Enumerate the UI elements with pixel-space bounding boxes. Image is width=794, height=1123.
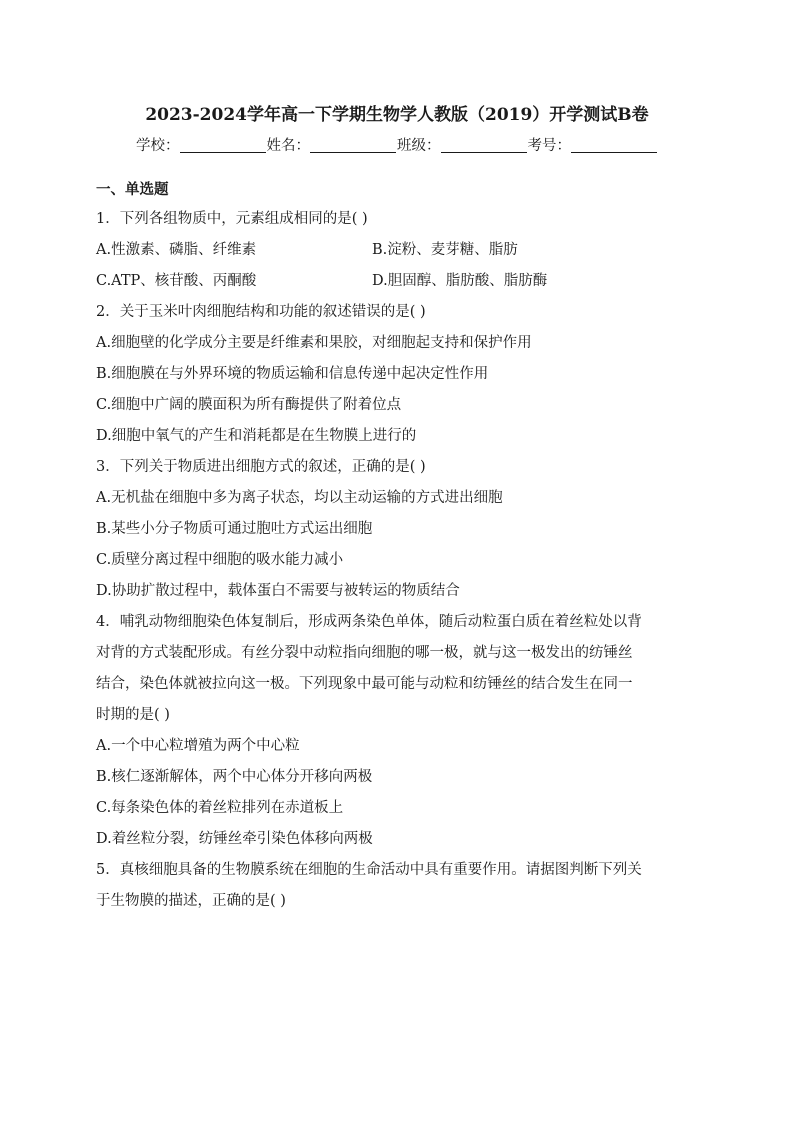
class-blank[interactable] <box>441 138 527 153</box>
question-stem-line: 结合，染色体就被拉向这一极。下列现象中最可能与动粒和纺锤丝的结合发生在同一 <box>96 676 633 692</box>
option-c: C.细胞中广阔的膜面积为所有酶提供了附着位点 <box>96 397 402 413</box>
option-c: C.ATP、核苷酸、丙酮酸 <box>96 273 257 289</box>
option-b: B.核仁逐渐解体，两个中心体分开移向两极 <box>96 769 373 785</box>
section-heading: 一、单选题 <box>96 182 169 198</box>
question-3 <box>96 452 706 607</box>
student-info-line <box>0 135 794 157</box>
question-stem-line: 4．哺乳动物细胞染色体复制后，形成两条染色单体，随后动粒蛋白质在着丝粒处以背 <box>96 614 642 630</box>
option-b: B.某些小分子物质可通过胞吐方式运出细胞 <box>96 521 373 537</box>
option-c: C.质壁分离过程中细胞的吸水能力减小 <box>96 552 344 568</box>
question-5 <box>96 855 706 917</box>
option-a: A.一个中心粒增殖为两个中心粒 <box>96 738 300 754</box>
option-a: A.无机盐在细胞中多为离子状态，均以主动运输的方式进出细胞 <box>96 490 503 506</box>
question-stem: 3．下列关于物质进出细胞方式的叙述，正确的是( ) <box>96 459 426 475</box>
school-label: 学校： <box>136 138 180 154</box>
option-c: C.每条染色体的着丝粒排列在赤道板上 <box>96 800 344 816</box>
question-stem: 2．关于玉米叶肉细胞结构和功能的叙述错误的是( ) <box>96 304 426 320</box>
option-b: B.淀粉、麦芽糖、脂肪 <box>372 242 518 258</box>
options-row <box>96 266 706 297</box>
class-label: 班级： <box>397 138 441 154</box>
exam-number-label: 考号： <box>527 138 571 154</box>
question-stem-line: 5．真核细胞具备的生物膜系统在细胞的生命活动中具有重要作用。请据图判断下列关 <box>96 862 642 878</box>
question-1 <box>96 204 706 297</box>
exam-number-blank[interactable] <box>571 138 657 153</box>
question-stem: 1．下列各组物质中，元素组成相同的是( ) <box>96 211 368 227</box>
question-2 <box>96 297 706 452</box>
option-b: B.细胞膜在与外界环境的物质运输和信息传递中起决定性作用 <box>96 366 489 382</box>
question-stem-line: 对背的方式装配形成。有丝分裂中动粒指向细胞的哪一极，就与这一极发出的纺锤丝 <box>96 645 633 661</box>
option-d: D.细胞中氧气的产生和消耗都是在生物膜上进行的 <box>96 428 417 444</box>
option-d: D.胆固醇、脂肪酸、脂肪酶 <box>372 273 548 289</box>
option-d: D.着丝粒分裂，纺锤丝牵引染色体移向两极 <box>96 831 373 847</box>
options-row <box>96 235 706 266</box>
question-stem-line: 于生物膜的描述，正确的是( ) <box>96 893 286 909</box>
question-stem-line: 时期的是( ) <box>96 707 170 723</box>
question-4 <box>96 607 706 855</box>
exam-title: 2023-2024学年高一下学期生物学人教版（2019）开学测试B卷 <box>145 105 649 125</box>
exam-content <box>96 178 706 917</box>
name-label: 姓名： <box>266 138 310 154</box>
name-blank[interactable] <box>310 138 396 153</box>
option-d: D.协助扩散过程中，载体蛋白不需要与被转运的物质结合 <box>96 583 460 599</box>
option-a: A.细胞壁的化学成分主要是纤维素和果胶，对细胞起支持和保护作用 <box>96 335 532 351</box>
option-a: A.性激素、磷脂、纤维素 <box>96 242 257 258</box>
school-blank[interactable] <box>180 138 266 153</box>
